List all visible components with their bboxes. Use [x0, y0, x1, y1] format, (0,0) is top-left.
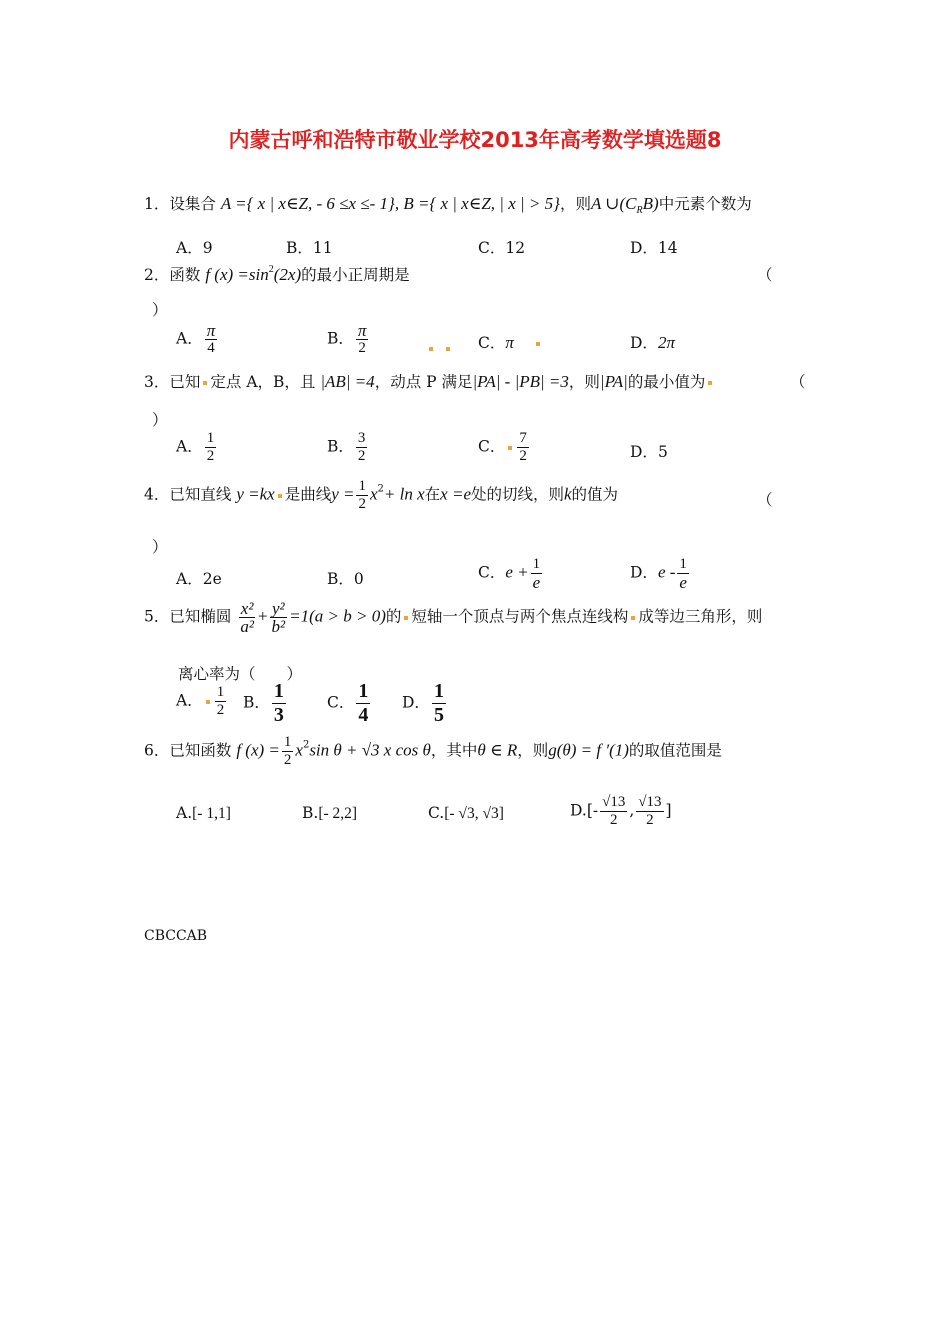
math-expression: θ ∈ R [477, 740, 518, 760]
option-a [176, 684, 228, 719]
fraction-denominator: 4 [358, 704, 369, 726]
fraction-numerator: 3 [357, 430, 366, 446]
marker-dots [426, 338, 453, 357]
question-text: 的 [385, 607, 402, 626]
math-expression: =1(a > b > 0) [289, 606, 386, 626]
question-number: 4． [144, 485, 170, 504]
math-expression: |PA| [599, 372, 628, 391]
option-label: B． [243, 693, 270, 712]
answer-paren-right: ） [152, 411, 168, 429]
fraction-numerator: 1 [273, 680, 284, 702]
question-text: ，则 [517, 741, 549, 760]
math-superscript: 2 [268, 264, 274, 275]
fraction-denominator: 2 [519, 448, 527, 464]
option-a: A．9 [176, 239, 213, 257]
option-value: [- √3, √3] [444, 805, 504, 822]
option-a [176, 322, 219, 357]
fraction [677, 556, 689, 591]
fraction-denominator: 2 [609, 812, 618, 828]
math-expression: y = [331, 484, 355, 504]
question-number: 5． [144, 607, 170, 626]
option-d [630, 556, 691, 591]
fraction [636, 794, 663, 829]
option-a [176, 567, 222, 589]
option-value: 0 [353, 570, 364, 588]
fraction [600, 794, 627, 829]
question-text: 是曲线 [284, 485, 332, 504]
fraction-numerator: 1 [679, 556, 687, 572]
math-expression: |AB| =4 [320, 372, 375, 391]
fraction-numerator: 1 [532, 556, 541, 572]
answer-paren-right: ） [152, 538, 168, 556]
math-expression: f (x) =sin [205, 265, 269, 284]
option-value: [- 1,1] [192, 805, 231, 822]
fraction [270, 600, 288, 635]
question-text: 定点 A，B，且 [210, 373, 316, 391]
option-value: ] [665, 801, 672, 820]
fraction-denominator: a² [240, 617, 254, 636]
question-2 [144, 263, 410, 285]
option-a [176, 430, 218, 465]
option-value: π [505, 333, 514, 352]
answer-paren-left: （ [790, 373, 806, 391]
math-expression: y =kx [236, 484, 275, 504]
math-expression: + [257, 606, 268, 626]
option-label: C． [478, 563, 506, 582]
fraction [531, 556, 543, 591]
question-text: 已知函数 [169, 741, 232, 760]
question-text: 中元素个数为 [658, 195, 752, 213]
option-b [327, 322, 370, 357]
fraction [356, 322, 369, 357]
option-label: C. [428, 804, 445, 822]
question-text: 短轴一个顶点与两个焦点连线构 [411, 607, 629, 626]
math-expression: A ∪(C [590, 194, 637, 213]
math-expression: k [564, 484, 572, 504]
question-number: 3． [144, 373, 170, 391]
fraction-denominator: 3 [273, 704, 284, 726]
option-label: A． [176, 437, 203, 456]
fraction-denominator: 5 [433, 704, 444, 726]
fraction-numerator: 1 [216, 684, 225, 700]
math-expression: g(θ) = f ′(1) [548, 740, 629, 760]
option-label: B． [327, 570, 354, 588]
question-text: 离心率为（ ） [178, 665, 303, 683]
option-label: B． [327, 329, 354, 348]
question-text: 已知 [169, 373, 201, 391]
option-b [243, 680, 288, 727]
fraction [517, 430, 529, 465]
option-label: B. [302, 804, 319, 822]
fraction [356, 680, 370, 727]
option-b [302, 804, 357, 823]
fraction [356, 430, 368, 465]
option-value: 5 [657, 443, 668, 461]
fraction-numerator: π [357, 321, 367, 340]
math-expression: , B ={ x | x∈Z, | x | > 5} [394, 194, 560, 213]
option-label: D． [630, 563, 658, 582]
fraction [215, 684, 227, 719]
option-b [327, 430, 369, 465]
fraction-denominator: b² [271, 617, 286, 636]
fraction-denominator: 2 [358, 340, 366, 356]
option-d [630, 331, 675, 353]
question-text: ，则 [568, 373, 600, 391]
question-text: 的最小值为 [627, 373, 706, 391]
fraction [356, 478, 368, 513]
question-text: 的值为 [571, 485, 619, 504]
option-label: C． [478, 334, 506, 352]
option-d: D．14 [630, 239, 678, 257]
question-1 [144, 192, 752, 216]
question-text: 成等边三角形，则 [638, 607, 763, 626]
question-text: 处的切线，则 [470, 485, 564, 504]
page-title: 内蒙古呼和浩特市敬业学校2013年高考数学填选题8 [228, 128, 722, 152]
fraction-denominator: 2 [206, 448, 215, 464]
question-number: 2． [144, 266, 170, 284]
math-expression: x [369, 484, 378, 504]
question-text: 的取值范围是 [628, 741, 722, 760]
question-number: 1． [144, 195, 170, 213]
fraction-numerator: 7 [519, 430, 527, 446]
fraction [272, 680, 286, 727]
question-text: ，动点 P 满足 [374, 373, 473, 391]
question-text: 在 [424, 485, 441, 504]
fraction [205, 322, 218, 357]
option-label: A． [176, 329, 203, 348]
option-value: [- 2,2] [318, 805, 358, 822]
math-expression: B) [642, 194, 659, 213]
option-label: C． [478, 437, 506, 456]
question-text: 设集合 [169, 195, 216, 213]
math-expression: (2x) [273, 265, 302, 284]
answer-paren-left: （ [757, 266, 773, 284]
fraction-numerator: 1 [358, 478, 366, 494]
option-label: D． [402, 693, 430, 712]
fraction-numerator: y² [272, 599, 285, 618]
option-value: e - [657, 562, 676, 582]
option-d [630, 440, 668, 462]
question-5 [144, 600, 762, 635]
fraction-denominator: 2 [358, 496, 366, 512]
fraction-denominator: 2 [357, 448, 366, 464]
math-expression: |PA| - |PB| =3 [472, 372, 569, 391]
answer-key: CBCCAB [144, 928, 208, 944]
option-c [478, 430, 531, 465]
question-text: 函数 [169, 266, 201, 284]
option-label: D. [570, 801, 587, 820]
fraction [205, 430, 217, 465]
question-4 [144, 478, 618, 513]
fraction-denominator: e [679, 573, 687, 592]
fraction-denominator: 2 [646, 812, 654, 828]
fraction [432, 680, 446, 727]
option-a [176, 804, 231, 823]
option-label: B． [327, 437, 354, 456]
option-c [428, 804, 504, 823]
option-value: e + [505, 562, 529, 582]
option-label: C． [327, 693, 355, 712]
fraction-numerator: x² [240, 599, 254, 618]
question-text: ，其中 [430, 741, 478, 760]
math-subscript: R [636, 205, 643, 216]
option-label: A． [176, 691, 203, 710]
option-value: [- [586, 801, 599, 820]
option-label: D． [630, 334, 658, 352]
option-label: A. [176, 804, 193, 822]
answer-paren-right: ） [152, 301, 168, 319]
question-number: 6． [144, 741, 170, 760]
fraction-numerator: 1 [433, 680, 444, 702]
option-value: 2π [657, 333, 675, 352]
fraction [282, 734, 294, 769]
option-label: A． [176, 570, 203, 588]
question-text: 已知直线 [169, 485, 232, 504]
fraction-numerator: 1 [358, 680, 369, 702]
fraction [238, 600, 256, 635]
fraction-numerator: √13 [602, 794, 626, 810]
math-superscript: 2 [302, 739, 310, 751]
option-b [327, 567, 364, 589]
fraction-denominator: 4 [207, 340, 215, 356]
math-expression: sin θ + √3 x cos θ [309, 740, 431, 760]
question-3 [144, 370, 715, 392]
fraction-numerator: 1 [206, 430, 215, 446]
question-text: 的最小正周期是 [301, 266, 410, 284]
fraction-denominator: 2 [216, 702, 225, 718]
math-expression: f (x) = [236, 740, 280, 760]
fraction-numerator: 1 [283, 734, 292, 750]
math-expression: x [295, 740, 303, 760]
option-c [478, 556, 544, 591]
option-d [402, 680, 448, 727]
fraction-denominator: 2 [283, 752, 292, 768]
math-expression: + ln x [383, 484, 425, 504]
question-text: ，则 [559, 195, 591, 213]
math-expression: x =e [440, 484, 471, 504]
option-c [327, 680, 372, 727]
math-superscript: 2 [377, 483, 384, 495]
answer-paren-left: （ [757, 491, 773, 509]
fraction-denominator: e [532, 573, 541, 592]
option-c: C．12 [478, 239, 526, 257]
option-label: D． [630, 443, 658, 461]
option-value: , [629, 801, 635, 820]
option-value: 2e [202, 570, 222, 588]
math-expression: A ={ x | x∈Z, - 6 ≤x ≤- 1} [220, 194, 395, 213]
fraction-numerator: √13 [638, 794, 662, 810]
fraction-numerator: π [206, 321, 216, 340]
question-6 [144, 734, 722, 769]
option-c [478, 331, 543, 353]
option-d [570, 794, 672, 829]
option-b: B．11 [286, 239, 333, 257]
question-text: 已知椭圆 [169, 607, 232, 626]
